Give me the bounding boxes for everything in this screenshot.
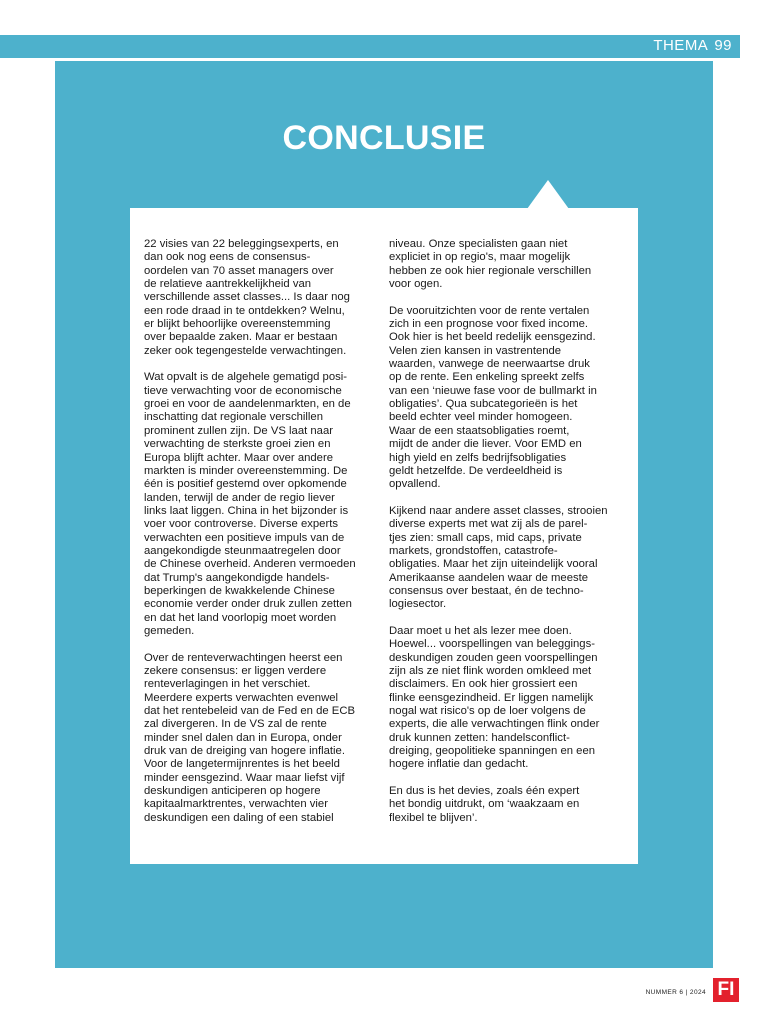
paragraph: En dus is het devies, zoals één expert het bondig uitdrukt, om ‘waakzaam en flexibel te blijven’. [389, 785, 580, 824]
issue-info: NUMMER 6 | 2024 [645, 989, 706, 996]
paragraph: Wat opvalt is de algehele gematigd posi- tieve verwachting voor de economische groei en voor de aandelenmarkten, en de inschatting dat regionale verschillen prominent zullen zijn. De VS laat naar verwachting de sterkste groei zien en Europa blijft achter. Maar over andere markten is minder overeenstemming. De één is positief gestemd over opkomende landen, terwijl de ander de regio liever links laat liggen. China in het bijzonder is voer voor controverse. Diverse experts verwachten een positieve impuls van de aangekondigde steunmaatregelen door de Chinese overheid. Anderen vermoeden dat Trump's aangekondigde handels- beperkingen de kwakkelende Chinese economie verder onder druk zullen zetten en dat het land voorlopig moet worden gemeden. [144, 371, 356, 637]
page-number: 99 [714, 37, 732, 54]
paragraph: niveau. Onze specialisten gaan niet expliciet in op regio's, maar mogelijk hebben ze ook hier regionale verschillen voor ogen. [389, 238, 592, 291]
section-header-bar [0, 35, 740, 58]
section-label [653, 37, 732, 54]
article-column-right [389, 238, 617, 838]
paragraph: Daar moet u het als lezer mee doen. Hoewel... voorspellingen van beleggings- deskundigen zouden geen voorspellingen zijn als ze niet flink worden omkleed met disclaimers. En ook hier grossiert een flinke eensgezindheid. Er liggen namelijk nogal wat risico's op de loer volgens de experts, die alle verwachtingen flink onder druk kunnen zetten: handelsconflict- dreiging, geopolitieke spanningen en een hogere inflatie dan gedacht. [389, 624, 600, 771]
article-title: CONCLUSIE [282, 119, 486, 157]
paragraph: Kijkend naar andere asset classes, strooien diverse experts met wat zij als de parel- tjes zien: small caps, mid caps, private markets, grondstoffen, catastrofe- obligaties. Maar het zijn uiteindelijk vooral Amerikaanse aandelen waar de meeste consensus over bestaat, én de techno- logiesector. [389, 504, 608, 611]
paragraph: 22 visies van 22 beleggingsexperts, en dan ook nog eens de consensus- oordelen van 70 asset managers over de relatieve aantrekkelijkheid van verschillende asset classes... Is daar nog een rode draad in te ontdekken? Welnu, er blijkt behoorlijke overeenstemming over bepaalde zaken. Maar er bestaan zeker ook tegengestelde verwachtingen. [144, 238, 350, 357]
article-column-left [144, 238, 372, 838]
paragraph: Over de renteverwachtingen heerst een zekere consensus: er liggen verdere renteverlagingen in het verschiet. Meerdere experts verwachten evenwel dat het rentebeleid van de Fed en de ECB zal divergeren. In de VS zal de rente minder snel dalen dan in Europa, onder druk van de dreiging van hogere inflatie. Voor de langetermijnrentes is het beeld minder eensgezind. Waar maar liefst vijf deskundigen anticiperen op hogere kapitaalmarktrentes, verwachten vier deskundigen een daling of een stabiel [144, 651, 356, 824]
section-name: THEMA [653, 37, 709, 54]
paragraph: De vooruitzichten voor de rente vertalen zich in een prognose voor fixed income. Ook hier is het beeld redelijk eensgezind. Velen zien kansen in vastrentende waarden, vanwege de neerwaartse druk op de rente. Een enkeling spreekt zelfs van een ‘nieuwe fase voor de bullmarkt in obligaties’. Qua subcategorieën is het beeld echter veel minder homogeen. Waar de een staatsobligaties roemt, mijdt de ander die liever. Voor EMD en high yield en zelfs bedrijfsobligaties geldt hetzelfde. De verdeeldheid is opvallend. [389, 304, 597, 491]
article-body-box [130, 208, 638, 864]
callout-notch [527, 180, 569, 209]
magazine-logo: FI [713, 978, 739, 1002]
